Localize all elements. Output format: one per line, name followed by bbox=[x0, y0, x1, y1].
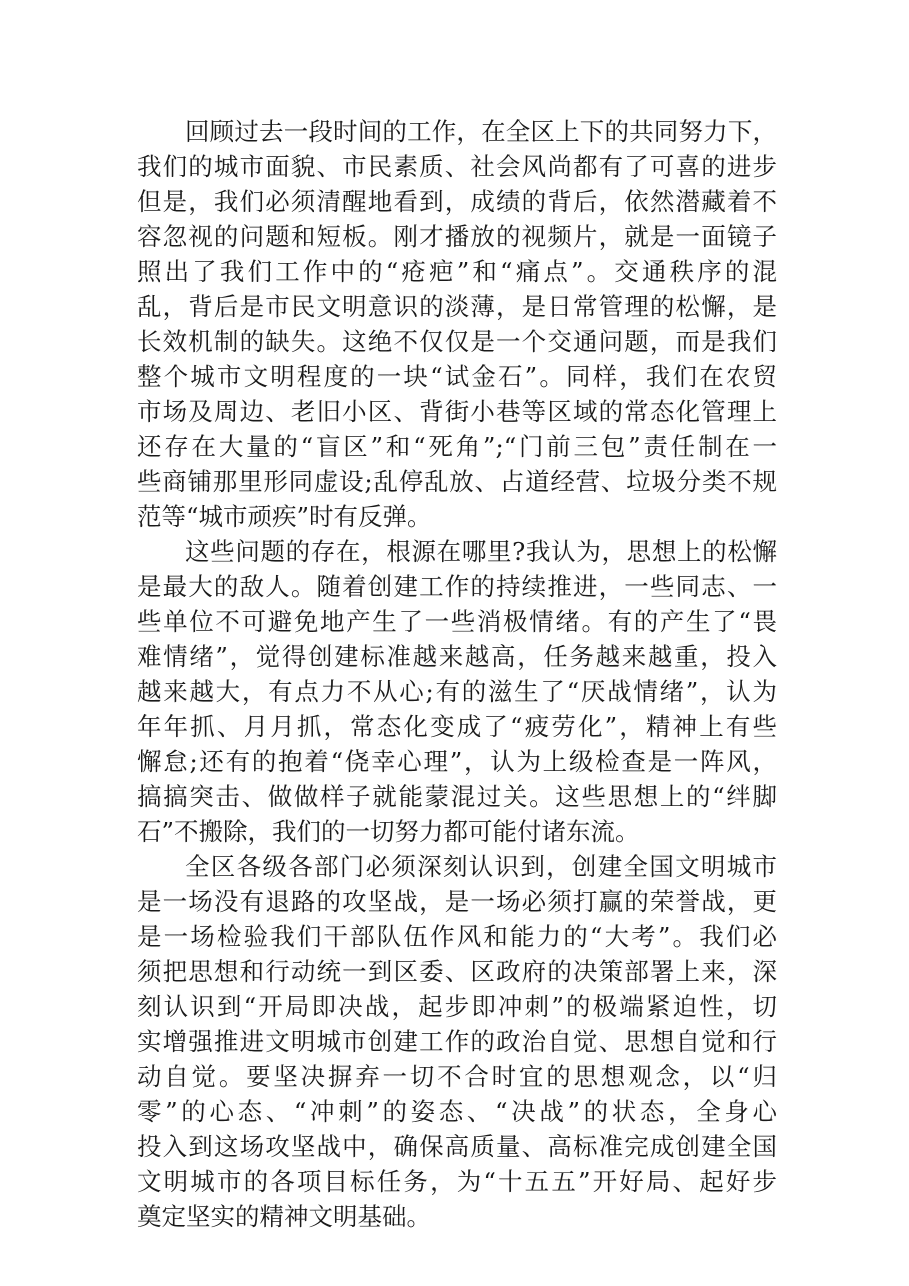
paragraph-2 bbox=[137, 534, 777, 849]
text-line: 些单位不可避免地产生了一些消极情绪。有的产生了“畏 bbox=[137, 607, 777, 636]
text-line: 搞搞突击、做做样子就能蒙混过关。这些思想上的“绊脚 bbox=[137, 782, 777, 811]
text-line: 市场及周边、老旧小区、背街小巷等区域的常态化管理上 bbox=[137, 397, 777, 426]
text-line: 这些问题的存在，根源在哪里?我认为，思想上的松懈 bbox=[185, 537, 777, 566]
paragraph-1 bbox=[137, 114, 777, 534]
text-line: 懈怠;还有的抱着“侥幸心理”，认为上级检查是一阵风， bbox=[137, 747, 777, 776]
text-line: 难情绪”，觉得创建标准越来越高，任务越来越重，投入 bbox=[137, 642, 777, 671]
text-line: 全区各级各部门必须深刻认识到，创建全国文明城市 bbox=[185, 852, 777, 881]
text-line: 是最大的敌人。随着创建工作的持续推进，一些同志、一 bbox=[137, 572, 777, 601]
text-line: 整个城市文明程度的一块“试金石”。同样，我们在农贸 bbox=[137, 362, 777, 391]
text-line: 年年抓、月月抓，常态化变成了“疲劳化”，精神上有些 bbox=[137, 712, 777, 741]
text-line: 范等“城市顽疾”时有反弹。 bbox=[137, 502, 432, 531]
text-line: 容忽视的问题和短板。刚才播放的视频片，就是一面镜子 bbox=[137, 222, 777, 251]
text-line: 奠定坚实的精神文明基础。 bbox=[137, 1202, 431, 1231]
text-line: 越来越大，有点力不从心;有的滋生了“厌战情绪”，认为 bbox=[137, 677, 777, 706]
document-body bbox=[137, 114, 777, 1234]
text-line: 动自觉。要坚决摒弃一切不合时宜的思想观念，以“归 bbox=[137, 1062, 777, 1091]
text-line: 但是，我们必须清醒地看到，成绩的背后，依然潜藏着不 bbox=[137, 187, 777, 216]
text-line: 我们的城市面貌、市民素质、社会风尚都有了可喜的进步 bbox=[137, 152, 777, 181]
text-line: 些商铺那里形同虚设;乱停乱放、占道经营、垃圾分类不规 bbox=[137, 467, 777, 496]
text-line: 是一场没有退路的攻坚战，是一场必须打赢的荣誉战，更 bbox=[137, 887, 777, 916]
text-line: 须把思想和行动统一到区委、区政府的决策部署上来，深 bbox=[137, 957, 777, 986]
text-line: 刻认识到“开局即决战，起步即冲刺”的极端紧迫性，切 bbox=[137, 992, 777, 1021]
text-line: 是一场检验我们干部队伍作风和能力的“大考”。我们必 bbox=[137, 922, 777, 951]
text-line: 文明城市的各项目标任务，为“十五五”开好局、起好步 bbox=[137, 1167, 777, 1196]
text-line: 实增强推进文明城市创建工作的政治自觉、思想自觉和行 bbox=[137, 1027, 777, 1056]
paragraph-3 bbox=[137, 849, 777, 1234]
text-line: 零”的心态、“冲刺”的姿态、“决战”的状态，全身心 bbox=[137, 1097, 777, 1126]
text-line: 照出了我们工作中的“疮疤”和“痛点”。交通秩序的混 bbox=[137, 257, 777, 286]
text-line: 乱，背后是市民文明意识的淡薄，是日常管理的松懈，是 bbox=[137, 292, 777, 321]
text-line: 石”不搬除，我们的一切努力都可能付诸东流。 bbox=[137, 817, 640, 846]
text-line: 回顾过去一段时间的工作，在全区上下的共同努力下， bbox=[185, 117, 777, 146]
text-line: 投入到这场攻坚战中，确保高质量、高标准完成创建全国 bbox=[137, 1132, 777, 1161]
text-line: 还存在大量的“盲区”和“死角”;“门前三包”责任制在一 bbox=[137, 432, 777, 461]
text-line: 长效机制的缺失。这绝不仅仅是一个交通问题，而是我们 bbox=[137, 327, 777, 356]
